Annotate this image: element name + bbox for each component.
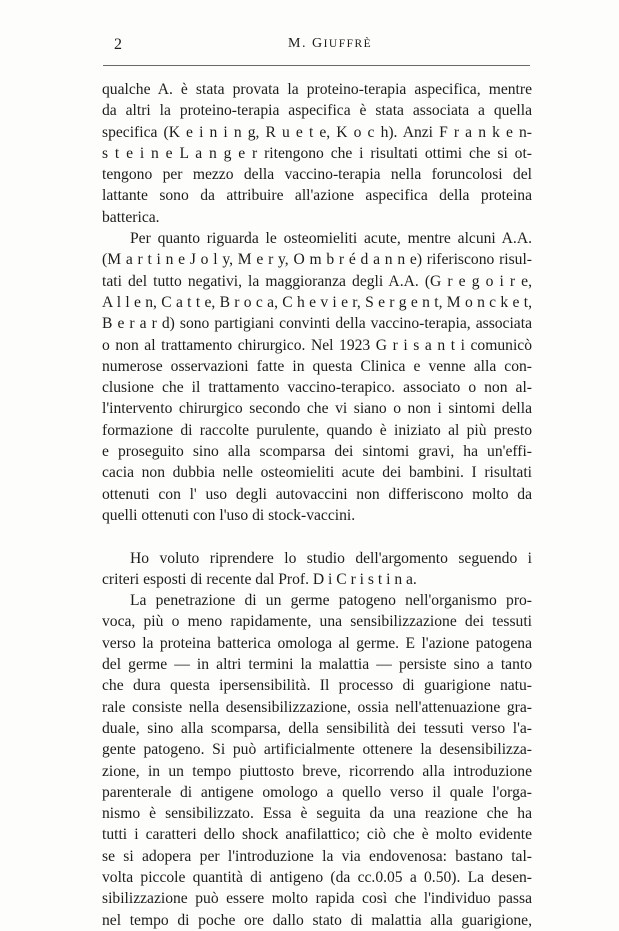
text-line: qualche A. è stata provata la proteino-terapia aspecifica, mentre <box>102 81 532 98</box>
text-line: Per quanto riguarda le osteomieliti acute, mentre alcuni A.A. <box>130 230 532 248</box>
text-line: tutti i caratteri dello shock anafilattico; ciò che è molto evidente <box>102 826 532 844</box>
paragraph-proteinotherapy <box>102 79 532 228</box>
text-line: gente patogeno. Si può artificialmente ottenere la desensibilizza- <box>102 741 532 759</box>
text-line: nel tempo di poche ore dallo stato di malattia alla guarigione, <box>102 911 532 929</box>
text-line: del germe — in altri termini la malattia — persiste sino a tanto <box>102 656 532 674</box>
header-rule <box>103 65 530 66</box>
text-line: l'intervento chirurgico secondo che vi siano o non i sintomi della <box>102 400 532 418</box>
text-line: che dura questa ipersensibilità. Il processo di guarigione natu- <box>102 677 532 695</box>
text-line: tati del tutto negativi, la maggioranza degli A.A. (G r e g o i r e, <box>102 272 532 290</box>
text-line: (M a r t i n e J o l y, M e r y, O m b r é d a n n e) riferiscono risul- <box>102 251 532 269</box>
text-line: s t e i n e L a n g e r ritengono che i risultati ottimi che si ot- <box>102 144 532 162</box>
paragraph-osteomyelitis <box>102 228 532 526</box>
text-line: specifica (K e i n i n g, R u e t e, K o c h). Anzi F r a n k e n- <box>102 123 532 141</box>
text-line: Ho voluto riprendere lo studio dell'argomento seguendo i <box>130 549 532 567</box>
author-rest: IUFFRÈ <box>323 38 373 50</box>
text-line: lattante sono da attribuire all'azione aspecifica della proteina <box>102 187 532 205</box>
text-line: ottenuti con l' uso degli autovaccini non differiscono molto da <box>102 485 532 503</box>
text-line: criteri esposti di recente dal Prof. D i C r i s t i n a. <box>102 570 417 588</box>
text-line: sibilizzazione può essere molto rapida così che l'individuo passa <box>102 890 532 908</box>
page-number: 2 <box>114 36 122 53</box>
text-line: verso la proteina batterica omologa al germe. E l'azione patogena <box>102 634 532 652</box>
author-initial: M. G <box>288 36 324 51</box>
text-line: numerose osservazioni fatte in questa Clinica e venne alla con- <box>102 357 532 375</box>
paragraph-desensitization <box>102 590 532 931</box>
text-line: se si adopera per l'introduzione la via endovenosa: bastano tal- <box>102 847 532 865</box>
text-line: formazione di raccolte purulente, quando è iniziato al più presto <box>102 421 532 439</box>
text-line: tengono per mezzo della vaccino-terapia nella foruncolosi del <box>102 166 532 184</box>
text-line: nismo è sensibilizzato. Essa è seguita da una reazione che ha <box>102 805 532 823</box>
text-line: B e r a r d) sono partigiani convinti della vaccino-terapia, associata <box>102 315 532 333</box>
text-line: rale consiste nella desensibilizzazione, ossia nell'attenuazione gra- <box>102 698 532 716</box>
text-line: o non al trattamento chirurgico. Nel 1923 G r i s a n t i comunicò <box>102 336 532 354</box>
text-line: quelli ottenuti con l'uso di stock-vaccini. <box>102 506 356 524</box>
text-line: batterica. <box>102 208 160 226</box>
text-line: zione, in un tempo piuttosto breve, ricorrendo alla introduzione <box>102 762 532 780</box>
text-line: parenterale di antigene omologo a quello verso il quale l'orga- <box>102 783 532 801</box>
text-line: cacia non dubbia nelle osteomieliti acute dei bambini. I risultati <box>102 464 532 482</box>
text-line: duale, sino alla scomparsa, della sensibilità dei tessuti verso l'a- <box>102 719 532 737</box>
text-line: e proseguito sino alla scomparsa dei sintomi gravi, ha un'effi- <box>102 443 532 461</box>
text-line: clusione che il trattamento vaccino-terapico. associato o non al- <box>102 379 532 397</box>
text-line: La penetrazione di un germe patogeno nell'organismo pro- <box>130 592 532 610</box>
running-head-author <box>288 36 372 52</box>
paragraph-study-intro <box>102 548 532 591</box>
text-line: da altri la proteino-terapia aspecifica è stata associata a quella <box>102 102 532 120</box>
paragraph-gap <box>102 526 532 547</box>
text-line: volta piccole quantità di antigeno (da cc.0.05 a 0.50). La desen- <box>102 868 532 886</box>
text-line: A l l e n, C a t t e, B r o c a, C h e v i e r, S e r g e n t, M o n c k e t, <box>102 293 532 311</box>
body-text <box>102 79 532 931</box>
text-line: voca, più o meno rapidamente, una sensibilizzazione dei tessuti <box>102 613 532 631</box>
running-header <box>0 36 619 58</box>
